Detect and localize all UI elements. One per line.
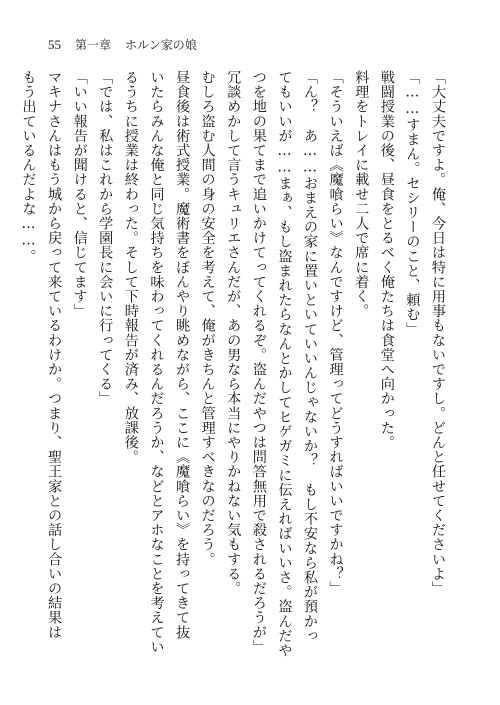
text-line: 「いい報告が聞けると、信じてます」	[71, 70, 88, 319]
text-line: マキナさんはもう城から戻って来ているわけか。つまり、聖王家との話し合いの結果は	[46, 70, 63, 640]
text-line: 昼食後は術式授業。魔術書をぼんやり眺めながら、ここに《魔喰らい》を持ってきて抜	[174, 70, 191, 640]
text-line: 「では、私はこれから学園長に会いに行ってくる」	[97, 70, 114, 406]
text-line: いたらみんな俺と同じ気持ちを味わってくれるんだろうか、などとアホなことを考えてい	[148, 70, 165, 654]
text-line: 戦闘授業の後、昼食をとるべく俺たちは食堂へ向かった。	[378, 70, 395, 450]
text-line: つを地の果てまで追いかけてってくれるぞ。盗んだやつは問答無用で殺されるだろうが」	[250, 70, 267, 654]
running-header	[48, 36, 197, 53]
text-line: むしろ盗む人間の身の安全を考えて、俺がきちんと管理すべきなのだろう。	[199, 70, 216, 567]
text-line: 「大丈夫ですよ。俺、今日は特に用事もないですし。どんと任せてくださいよ」	[430, 70, 446, 596]
text-line: もう出ているんだよな……。	[20, 70, 37, 264]
chapter-label: 第一章	[75, 38, 112, 52]
page-number: 55	[48, 37, 61, 52]
text-line: 料理をトレイに載せ二人で席に着く。	[353, 70, 370, 319]
text-line: 冗談めかして言うキュリエさんだが、あの男なら本当にやりかねない気もする。	[225, 70, 242, 596]
vertical-text-body	[15, 70, 450, 684]
text-line: てもいいが……まぁ、もし盗まれたらなんとかしてヒゲガミに伝えればいいさ。盗んだや	[276, 70, 293, 658]
text-line: 「……すまん。セシリーのこと、頼む」	[404, 70, 421, 337]
text-line: 「そういえば《魔喰らい》なんですけど、管理ってどうすればいいですかね？」	[327, 70, 344, 596]
text-line: るうちに授業は終わった。そして下時報告が済み、放課後。	[122, 70, 139, 465]
text-line: 「ん？ あ……おまえの家に置いといていいんじゃないか？ もし不安なら私が預かっ	[302, 70, 319, 643]
chapter-title: ホルン家の娘	[125, 38, 197, 52]
